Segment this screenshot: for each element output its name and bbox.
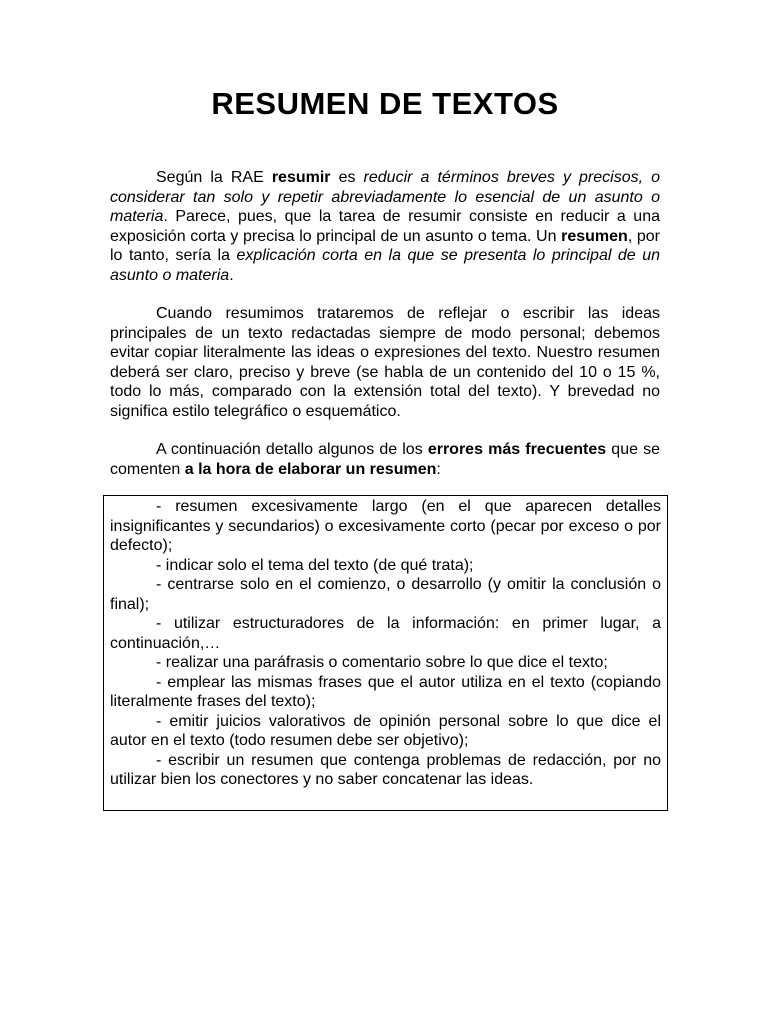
- error-item: - emplear las mismas frases que el autor utiliza en el texto (copiando literalmente frases del texto);: [110, 673, 661, 710]
- p1-italic-definition: reducir a términos breves y precisos, o considerar tan solo y repetir abreviadamente lo esencial de un asunto o materia: [110, 169, 661, 225]
- p1-bold-resumen: resumen: [561, 227, 628, 245]
- p1-text-2: es: [330, 169, 364, 186]
- p3-text-2: que se comenten: [110, 441, 661, 478]
- error-item: - realizar una paráfrasis o comentario sobre lo que dice el texto;: [156, 654, 608, 671]
- p3-bold-elaborar: a la hora de elaborar un resumen: [184, 460, 437, 478]
- p3-text-1: A continuación detallo algunos de los: [156, 441, 428, 458]
- error-item: - indicar solo el tema del texto (de qué trata);: [156, 556, 474, 574]
- p1-text-1: Según la RAE: [156, 169, 272, 186]
- error-item: - escribir un resumen que contenga problemas de redacción, por no utilizar bien los conectores y no saber concatenar las ideas.: [110, 751, 661, 788]
- error-item: - utilizar estructuradores de la información: en primer lugar, a continuación,…: [110, 615, 661, 652]
- error-item: - centrarse solo en el comienzo, o desarrollo (y omitir la conclusión o final);: [110, 576, 661, 613]
- error-item: - resumen excesivamente largo (en el que aparecen detalles insignificantes y secundarios) o excesivamente corto (pecar por exceso o por defecto);: [110, 498, 661, 554]
- p3-bold-errores: errores más frecuentes: [427, 441, 607, 458]
- p1-text-5: .: [229, 266, 234, 284]
- page-title: RESUMEN DE TEXTOS: [211, 86, 559, 121]
- paragraph-method: Cuando resumimos trataremos de reflejar o escribir las ideas principales de un texto redactadas siempre de modo personal; debemos evitar copiar literalmente las ideas o expresiones del texto. Nuestro resumen deberá ser claro, preciso y breve (se habla de un contenido del 10 o 15 %, todo lo más, comparado con la extensión total del texto). Y brevedad no significa estilo telegráfico o esquemático.: [110, 305, 660, 420]
- errors-box: [103, 495, 668, 811]
- error-item: - emitir juicios valorativos de opinión personal sobre lo que dice el autor en el texto (todo resumen debe ser objetivo);: [110, 712, 661, 749]
- p3-text-3: :: [436, 460, 441, 478]
- paragraph-errors-intro: [110, 440, 660, 479]
- p1-italic-explicacion: explicación corta en la que se presenta lo principal de un asunto o materia: [110, 247, 660, 284]
- document-page: [110, 84, 660, 811]
- p1-text-4: , por lo tanto, sería la: [110, 227, 660, 264]
- p1-text-3: . Parece, pues, que la tarea de resumir consiste en reducir a una exposición corta y precisa lo principal de un asunto o tema. Un: [110, 208, 660, 245]
- p1-bold-resumir: resumir: [271, 169, 331, 186]
- paragraph-definition: [110, 168, 660, 285]
